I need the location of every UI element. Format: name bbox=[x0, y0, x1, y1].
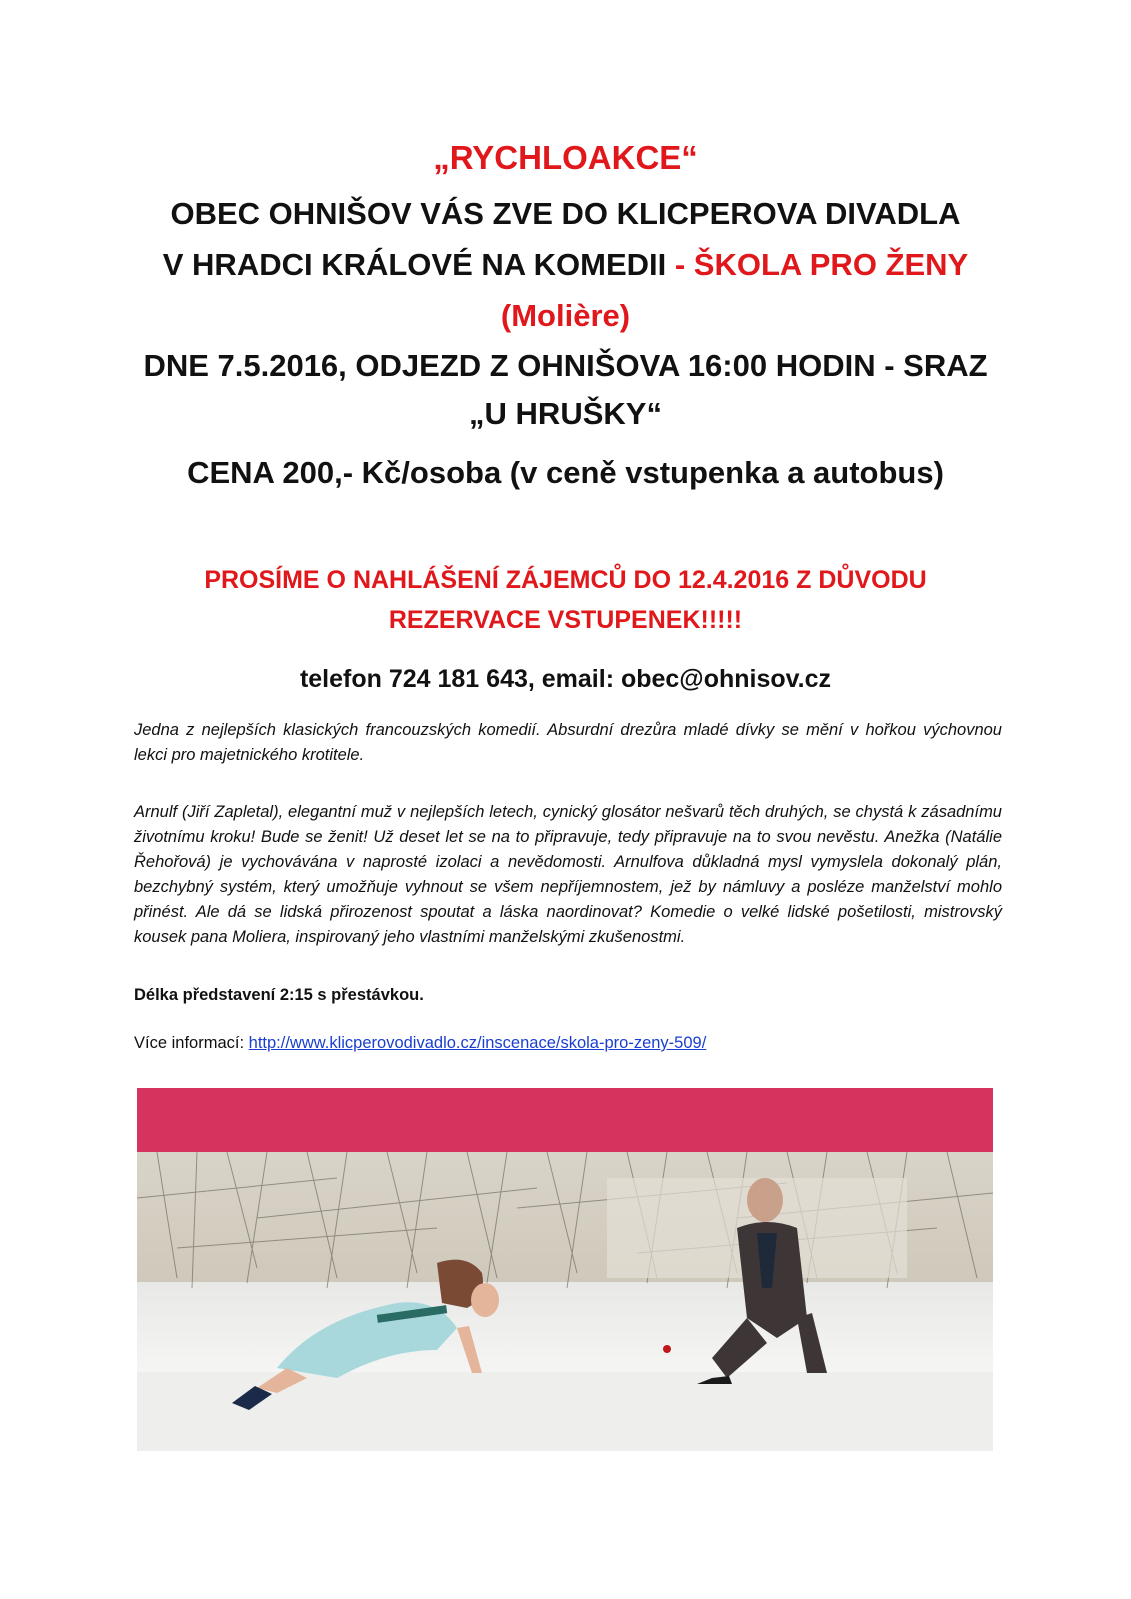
venue-text: V HRADCI KRÁLOVÉ NA KOMEDII bbox=[162, 247, 667, 282]
stage-floor bbox=[137, 1282, 993, 1372]
description-paragraph: Arnulf (Jiří Zapletal), elegantní muž v nejlepších letech, cynický glosátor nešvarů těch druhých, se chystá k zásadnímu životnímu kroku! Bude se ženit! Už deset let se na to připravuje, tedy připravuje na to svou nevěstu. Anežka (Natálie Řehořová) je vychovávána v naprosté izolaci a nevědomosti. Arnulfova důkladná mysl vymyslela dokonalý plán, bezchybný systém, který umožňuje vyhnout se všem nepříjemnostem, jež by námluvy a posléze manželství mohlo přinést. Ale dá se lidská přirozenost spoutat a láska naordinovat? Komedie o velké lidské pošetilosti, mistrovský kousek pana Moliera, inspirovaný jeho vlastními manželskými zkušenostmi. bbox=[134, 803, 1002, 946]
more-info-link[interactable]: http://www.klicperovodivadlo.cz/inscenace/skola-pro-zeny-509/ bbox=[248, 1034, 707, 1052]
duration-line: Délka představení 2:15 s přestávkou. bbox=[134, 986, 424, 1004]
price-line: CENA 200,- Kč/osoba (v ceně vstupenka a autobus) bbox=[187, 455, 944, 490]
stage-photo bbox=[137, 1088, 993, 1451]
play-title: - ŠKOLA PRO ŽENY bbox=[674, 247, 969, 282]
intro-paragraph: Jedna z nejlepších klasických francouzských komedií. Absurdní drezůra mladé dívky se mění v hořkou výchovnou lekci pro majetnického krotitele. bbox=[134, 721, 1002, 764]
author-line: (Molière) bbox=[500, 298, 631, 333]
pink-banner bbox=[137, 1088, 993, 1152]
more-info-line bbox=[134, 1031, 1002, 1056]
venue-line bbox=[130, 241, 1001, 289]
more-info-label: Více informací: bbox=[134, 1034, 245, 1052]
date-departure-line: DNE 7.5.2016, ODJEZD Z OHNIŠOVA 16:00 HODIN - SRAZ „U HRUŠKY“ bbox=[143, 348, 988, 431]
contact-line: telefon 724 181 643, email: obec@ohnisov.cz bbox=[299, 665, 832, 693]
rose bbox=[663, 1345, 671, 1353]
stage-photo-illustration bbox=[137, 1088, 993, 1451]
invitation-line: OBEC OHNIŠOV VÁS ZVE DO KLICPEROVA DIVADLA bbox=[170, 196, 961, 231]
flyer-title: „RYCHLOAKCE“ bbox=[433, 139, 698, 176]
registration-notice: PROSÍME O NAHLÁŠENÍ ZÁJEMCŮ DO 12.4.2016 Z DŮVODU REZERVACE VSTUPENEK!!!!! bbox=[204, 566, 927, 634]
